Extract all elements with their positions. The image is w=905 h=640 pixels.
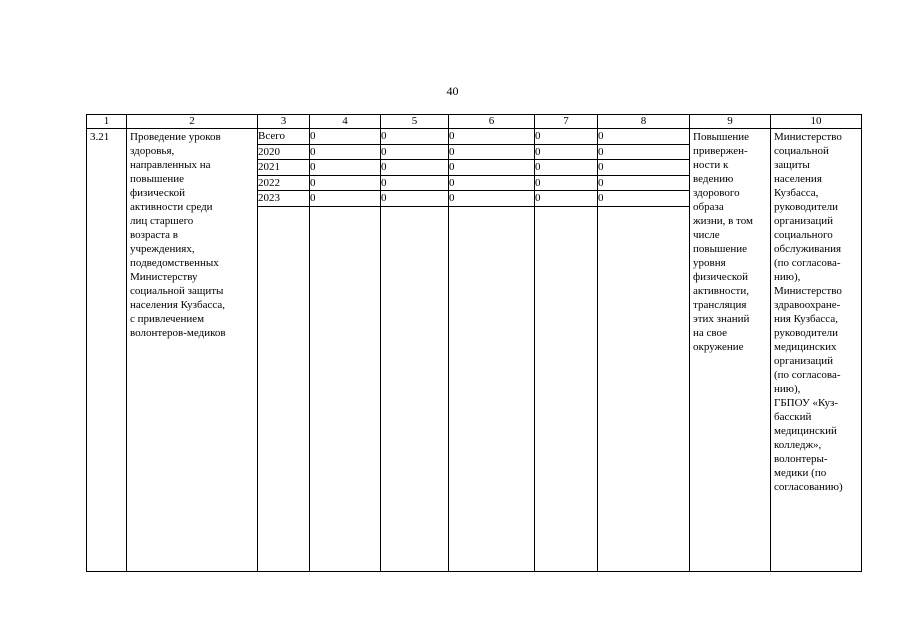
header-cell: 5	[381, 115, 449, 129]
value-cell: 0	[381, 191, 449, 207]
empty-cell	[381, 206, 449, 571]
value-cell: 0	[598, 129, 690, 145]
header-cell: 7	[535, 115, 598, 129]
value-cell: 0	[598, 144, 690, 160]
year-label: 2021	[258, 160, 310, 176]
empty-cell	[598, 206, 690, 571]
value-cell: 0	[535, 160, 598, 176]
value-cell: 0	[310, 191, 381, 207]
year-label: 2020	[258, 144, 310, 160]
empty-cell	[535, 206, 598, 571]
value-cell: 0	[535, 144, 598, 160]
value-cell: 0	[381, 144, 449, 160]
year-label: 2023	[258, 191, 310, 207]
table-row	[87, 129, 862, 145]
value-cell: 0	[310, 160, 381, 176]
value-cell: 0	[310, 175, 381, 191]
empty-cell	[258, 206, 310, 571]
value-cell: 0	[598, 160, 690, 176]
header-cell: 9	[690, 115, 771, 129]
header-cell: 3	[258, 115, 310, 129]
value-cell: 0	[381, 175, 449, 191]
value-cell: 0	[535, 129, 598, 145]
page-number: 40	[446, 84, 459, 98]
program-table	[86, 114, 862, 572]
value-cell: 0	[381, 160, 449, 176]
value-cell: 0	[535, 191, 598, 207]
value-cell: 0	[598, 175, 690, 191]
executors: Министерство социальной защиты населения Кузбасса, руководители организаций социального обслуживания (по согласова- нию), Министерство здравоохране- ния Кузбасса, руководители медицинских организаций (по согласова- нию), ГБПОУ «Куз- басский медицинский колледж», волонтеры- медики (по согласованию)	[771, 129, 862, 572]
value-cell: 0	[310, 144, 381, 160]
header-cell: 6	[449, 115, 535, 129]
header-row	[87, 115, 862, 129]
expected-result: Повышение привержен- ности к ведению здорового образа жизни, в том числе повышение уровня физической активности, трансляция этих знаний на свое окружение	[690, 129, 771, 572]
value-cell: 0	[449, 129, 535, 145]
value-cell: 0	[598, 191, 690, 207]
value-cell: 0	[449, 175, 535, 191]
value-cell: 0	[535, 175, 598, 191]
value-cell: 0	[381, 129, 449, 145]
activity-name: Проведение уроков здоровья, направленных на повышение физической активности среди лиц старшего возраста в учреждениях, подведомственных Министерству социальной защиты населения Кузбасса, с привлечением волонтеров-медиков	[127, 129, 258, 572]
year-label: Всего	[258, 129, 310, 145]
empty-cell	[310, 206, 381, 571]
value-cell: 0	[449, 144, 535, 160]
header-cell: 8	[598, 115, 690, 129]
header-cell: 2	[127, 115, 258, 129]
empty-cell	[449, 206, 535, 571]
value-cell: 0	[310, 129, 381, 145]
header-cell: 4	[310, 115, 381, 129]
value-cell: 0	[449, 191, 535, 207]
header-cell: 10	[771, 115, 862, 129]
header-cell: 1	[87, 115, 127, 129]
year-label: 2022	[258, 175, 310, 191]
value-cell: 0	[449, 160, 535, 176]
row-number: 3.21	[87, 129, 127, 572]
